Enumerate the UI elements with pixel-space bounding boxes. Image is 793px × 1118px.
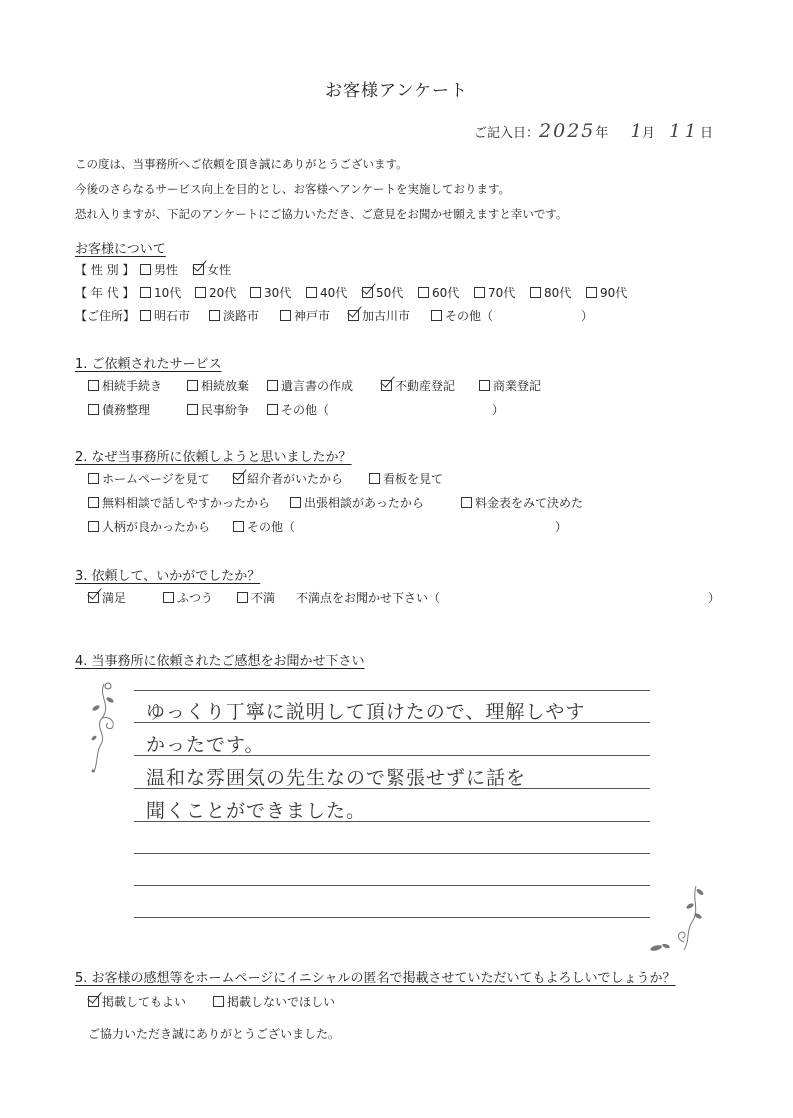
age-option-80[interactable] xyxy=(530,284,571,301)
option-label: 30代 xyxy=(264,286,292,300)
answer-text-line-3[interactable]: 温和な雰囲気の先生なので緊張せずに話を xyxy=(146,767,527,789)
option-label: 70代 xyxy=(488,286,516,300)
option-label: 淡路市 xyxy=(223,309,260,323)
option-label: 相続放棄 xyxy=(201,379,250,393)
age-option-10[interactable] xyxy=(140,284,181,301)
answer-line xyxy=(134,853,650,854)
checkbox[interactable] xyxy=(213,996,224,1007)
q1-option-inheritance[interactable] xyxy=(88,377,162,394)
answer-line xyxy=(134,690,650,691)
option-label: 不満 xyxy=(251,591,276,605)
option-label: 出張相談があったから xyxy=(304,496,424,510)
about-heading: お客様について xyxy=(75,242,166,257)
q2-other-close: ） xyxy=(555,520,568,534)
gender-option-male[interactable] xyxy=(140,261,178,278)
month-unit: 月 xyxy=(641,126,655,141)
age-option-70[interactable] xyxy=(474,284,515,301)
option-label: 債務整理 xyxy=(102,403,151,417)
option-label: 明石市 xyxy=(154,309,191,323)
option-label: 遺言書の作成 xyxy=(281,379,354,393)
address-option-akashi[interactable] xyxy=(140,307,190,324)
gender-label: 【 性 別 】 xyxy=(75,263,135,277)
q2-option-other[interactable] xyxy=(233,518,295,535)
option-label: 紹介者がいたから xyxy=(247,472,344,486)
option-label: 神戸市 xyxy=(294,309,331,323)
q1-option-real-estate[interactable] xyxy=(381,377,455,394)
q2-option-homepage[interactable] xyxy=(88,470,210,487)
q5-heading: 5. お客様の感想等をホームページにイニシャルの匿名で掲載させていただいてもよろしいでしょうか？ xyxy=(75,971,676,986)
checkbox[interactable] xyxy=(140,287,151,298)
option-label: 料金表をみて決めた xyxy=(475,496,584,510)
checkbox[interactable] xyxy=(290,497,301,508)
date-month[interactable]: 1 xyxy=(630,121,642,142)
option-label: 10代 xyxy=(154,286,182,300)
q1-other-close: ） xyxy=(492,403,505,417)
checkbox[interactable] xyxy=(209,310,220,321)
q2-option-signboard[interactable] xyxy=(369,470,443,487)
q2-heading: 2. なぜ当事務所に依頼しようと思いましたか？ xyxy=(75,450,352,465)
intro-line-1: この度は、当事務所へご依頼を頂き誠にありがとうございます。 xyxy=(75,157,408,171)
q3-note: 不満点をお聞かせ下さい（ xyxy=(296,591,441,605)
q1-option-will[interactable] xyxy=(267,377,353,394)
answer-line xyxy=(134,917,650,918)
checkbox-checked[interactable] xyxy=(88,996,99,1007)
age-option-20[interactable] xyxy=(195,284,236,301)
q5-option-allow[interactable] xyxy=(88,993,186,1010)
option-label: その他（ xyxy=(281,403,330,417)
option-label: 看板を見て xyxy=(383,472,444,486)
option-label: 掲載しないでほしい xyxy=(227,995,336,1009)
checkbox[interactable] xyxy=(461,497,472,508)
checkbox[interactable] xyxy=(140,310,151,321)
option-label: 男性 xyxy=(154,263,179,277)
checkbox[interactable] xyxy=(233,521,244,532)
answer-text-line-2[interactable]: かったです。 xyxy=(146,734,265,756)
q1-option-debt[interactable] xyxy=(88,401,150,418)
option-label: 相続手続き xyxy=(102,379,163,393)
intro-line-2: 今後のさらなるサービス向上を目的とし、お客様へアンケートを実施しております。 xyxy=(75,182,511,196)
checkbox-checked[interactable] xyxy=(381,380,392,391)
intro-line-3: 恐れ入りますが、下記のアンケートにご協力いただき、ご意見をお聞かせ願えますと幸いです。 xyxy=(75,207,568,221)
checkbox[interactable] xyxy=(250,287,261,298)
q2-option-visit-consult[interactable] xyxy=(290,494,424,511)
age-option-30[interactable] xyxy=(250,284,291,301)
checkbox[interactable] xyxy=(267,404,278,415)
checkbox[interactable] xyxy=(195,287,206,298)
q2-option-referral[interactable] xyxy=(233,470,343,487)
option-label: 加古川市 xyxy=(362,309,411,323)
option-label: 90代 xyxy=(600,286,628,300)
option-label: 20代 xyxy=(209,286,237,300)
floral-sprig-icon xyxy=(646,882,708,954)
day-unit: 日 xyxy=(700,126,714,141)
checkbox[interactable] xyxy=(187,380,198,391)
option-label: 80代 xyxy=(544,286,572,300)
option-label: 60代 xyxy=(432,286,460,300)
address-other-close: ） xyxy=(581,309,594,323)
answer-line xyxy=(134,885,650,886)
q3-option-satisfied[interactable] xyxy=(88,589,126,606)
option-label: 民事紛争 xyxy=(201,403,250,417)
checkbox[interactable] xyxy=(479,380,490,391)
date-day[interactable]: 11 xyxy=(669,121,701,142)
q3-heading: 3. 依頼して、いかがでしたか？ xyxy=(75,569,261,584)
address-option-kakogawa[interactable] xyxy=(348,307,410,324)
checkbox-checked[interactable] xyxy=(233,473,244,484)
age-option-90[interactable] xyxy=(586,284,627,301)
age-option-50[interactable] xyxy=(362,284,403,301)
checkbox[interactable] xyxy=(431,310,442,321)
checkbox[interactable] xyxy=(88,473,99,484)
q1-option-other[interactable] xyxy=(267,401,329,418)
page-title: お客様アンケート xyxy=(325,81,468,101)
option-label: 女性 xyxy=(207,263,232,277)
answer-text-line-1[interactable]: ゆっくり丁寧に説明して頂けたので、理解しやす xyxy=(146,701,586,723)
date-year[interactable]: 2025 xyxy=(539,120,596,142)
option-label: 商業登記 xyxy=(493,379,542,393)
age-label: 【 年 代 】 xyxy=(75,286,135,300)
checkbox-checked[interactable] xyxy=(348,310,359,321)
option-label: その他（ xyxy=(445,309,494,323)
checkbox[interactable] xyxy=(306,287,317,298)
q1-option-civil[interactable] xyxy=(187,401,249,418)
checkbox[interactable] xyxy=(140,264,151,275)
address-option-awaji[interactable] xyxy=(209,307,259,324)
gender-option-female[interactable] xyxy=(193,261,231,278)
checkbox[interactable] xyxy=(88,497,99,508)
checkbox[interactable] xyxy=(280,310,291,321)
q4-heading: 4. 当事務所に依頼されたご感想をお聞かせ下さい xyxy=(75,654,365,669)
option-label: 人柄が良かったから xyxy=(102,520,211,534)
checkbox[interactable] xyxy=(88,521,99,532)
closing-message: ご協力いただき誠にありがとうございました。 xyxy=(88,1027,341,1041)
age-option-40[interactable] xyxy=(306,284,347,301)
date-line xyxy=(474,120,713,142)
checkbox[interactable] xyxy=(369,473,380,484)
q3-option-dissatisfied[interactable] xyxy=(237,589,275,606)
option-label: 無料相談で話しやすかったから xyxy=(102,496,271,510)
q1-heading: 1. ご依頼されたサービス xyxy=(75,357,222,372)
age-option-60[interactable] xyxy=(418,284,459,301)
address-option-kobe[interactable] xyxy=(280,307,330,324)
option-label: ホームページを見て xyxy=(102,472,210,486)
option-label: その他（ xyxy=(247,520,296,534)
checkbox[interactable] xyxy=(267,380,278,391)
checkbox[interactable] xyxy=(586,287,597,298)
q2-option-fee-table[interactable] xyxy=(461,494,583,511)
checkbox[interactable] xyxy=(530,287,541,298)
q1-option-renunciation[interactable] xyxy=(187,377,249,394)
checkbox[interactable] xyxy=(187,404,198,415)
q5-option-deny[interactable] xyxy=(213,993,335,1010)
year-unit: 年 xyxy=(595,126,609,141)
option-label: 40代 xyxy=(320,286,348,300)
checkbox-checked[interactable] xyxy=(88,592,99,603)
q3-note-close: ） xyxy=(708,591,721,605)
option-label: 50代 xyxy=(376,286,404,300)
q1-option-commercial[interactable] xyxy=(479,377,541,394)
address-option-other[interactable] xyxy=(431,307,493,324)
option-label: ふつう xyxy=(177,591,214,605)
checkbox[interactable] xyxy=(88,380,99,391)
checkbox[interactable] xyxy=(88,404,99,415)
q2-option-free-consult[interactable] xyxy=(88,494,270,511)
option-label: 満足 xyxy=(102,591,127,605)
option-label: 掲載してもよい xyxy=(102,995,187,1009)
checkbox[interactable] xyxy=(474,287,485,298)
checkbox[interactable] xyxy=(163,592,174,603)
address-label: 【ご住所】 xyxy=(75,309,136,323)
option-label: 不動産登記 xyxy=(395,379,456,393)
checkbox[interactable] xyxy=(237,592,248,603)
q3-option-average[interactable] xyxy=(163,589,213,606)
q2-option-personality[interactable] xyxy=(88,518,210,535)
checkbox[interactable] xyxy=(418,287,429,298)
checkbox-checked[interactable] xyxy=(362,287,373,298)
checkbox-checked[interactable] xyxy=(193,264,204,275)
answer-text-line-4[interactable]: 聞くことができました。 xyxy=(146,800,367,822)
floral-sprig-icon xyxy=(82,676,130,776)
date-label: ご記入日： xyxy=(474,126,540,141)
